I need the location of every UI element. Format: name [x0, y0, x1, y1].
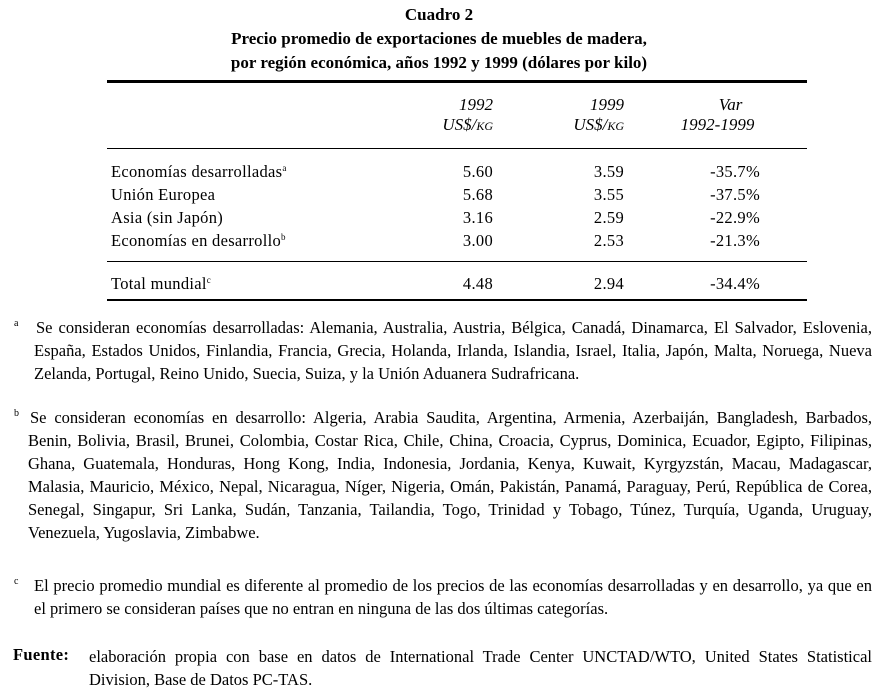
total-value-var: -34.4% — [710, 274, 760, 293]
footnote-b-mark: b — [14, 408, 19, 419]
column-header-var-period: 1992-1999 — [680, 115, 755, 134]
row-value-1999: 3.55 — [593, 185, 624, 204]
row-value-var: -35.7% — [710, 162, 760, 181]
row-value-1992: 3.00 — [462, 231, 493, 250]
source-label: Fuente: — [13, 645, 70, 664]
column-header-1992-unit: US$/kg — [442, 115, 493, 134]
column-header-1999 — [530, 95, 624, 135]
column-header-1992-year: 1992 — [459, 95, 493, 114]
column-header-var — [660, 95, 775, 135]
table-top-rule — [107, 80, 807, 83]
source-text: elaboración propia con base en datos de International Trade Center UNCTAD/WTO, United States Statistical Division, Base de Datos PC-TAS. — [89, 647, 872, 689]
row-label: Economías desarrolladas$^a$ — [111, 162, 287, 181]
table-number: Cuadro 2 — [404, 5, 474, 24]
column-header-1999-year: 1999 — [590, 95, 624, 114]
table-bottom-rule — [107, 299, 807, 301]
column-header-1992 — [400, 95, 493, 135]
footnote-a-text: Se consideran economías desarrolladas: Alemania, Australia, Austria, Bélgica, Canadá, Dinamarca, El Salvador, Eslovenia, España, Estados Unidos, Finlandia, Francia, Grecia, Holanda, Irlanda, Islandia, Israel, Italia, Japón, Malta, Noruega, Nueva Zelanda, Portugal, Reino Unido, Suecia, Suiza, y la Unión Aduanera Sudrafricana. — [34, 318, 872, 383]
total-label: Total mundial$^c$ — [111, 274, 212, 293]
total-value-1999: 2.94 — [593, 274, 624, 293]
footnote-c-mark: c — [14, 576, 19, 587]
column-header-1999-unit: US$/kg — [573, 115, 624, 134]
row-value-var: -37.5% — [710, 185, 760, 204]
row-value-1999: 2.53 — [593, 231, 624, 250]
footnote-a-mark: a — [14, 318, 19, 329]
row-value-1992: 5.68 — [462, 185, 493, 204]
column-header-var-label: Var — [718, 95, 743, 114]
row-value-var: -21.3% — [710, 231, 760, 250]
table-title-line-2: por región económica, años 1992 y 1999 (dólares por kilo) — [230, 53, 648, 72]
total-value-1992: 4.48 — [462, 274, 493, 293]
source-db-abbr: PC-TAS — [252, 670, 309, 689]
header-rule — [107, 148, 807, 149]
row-label: Unión Europea — [111, 185, 216, 204]
row-value-var: -22.9% — [710, 208, 760, 227]
footnote-b-text: Se consideran economías en desarrollo: Algeria, Arabia Saudita, Argentina, Armenia, Azerbaiján, Bangladesh, Barbados, Benin, Bolivia, Brasil, Brunei, Colombia, Costar Rica, Chile, China, Croacia, Cyprus, Dominica, Ecuador, Egipto, Filipinas, Ghana, Guatemala, Honduras, Hong Kong, India, Indonesia, Jordania, Kenya, Kuwait, Kyrgyzstán, Macau, Madagascar, Malasia, Mauricio, México, Nepal, Nicaragua, Níger, Nigeria, Omán, Pakistán, Panamá, Paraguay, Perú, República de Corea, Senegal, Singapur, Sri Lanka, Sudán, Tanzania, Tailandia, Togo, Trinidad y Tobago, Túnez, Turquía, Uganda, Uruguay, Venezuela, Yugoslavia, Zimbabwe. — [28, 408, 872, 542]
footnote-c-text: El precio promedio mundial es diferente al promedio de los precios de las economías desarrolladas y en desarrollo, ya que en el primero se consideran países que no entran en ninguna de las dos últimas categorías. — [34, 576, 872, 618]
row-value-1999: 2.59 — [593, 208, 624, 227]
row-value-1992: 5.60 — [462, 162, 493, 181]
source-org-abbr: UNCTAD/WTO — [582, 647, 692, 666]
row-value-1992: 3.16 — [462, 208, 493, 227]
row-label: Economías en desarrollo$^b$ — [111, 231, 286, 250]
total-rule — [107, 261, 807, 262]
table-title-line-1: Precio promedio de exportaciones de muebles de madera, — [231, 29, 647, 48]
row-label: Asia (sin Japón) — [111, 208, 224, 227]
row-value-1999: 3.59 — [593, 162, 624, 181]
